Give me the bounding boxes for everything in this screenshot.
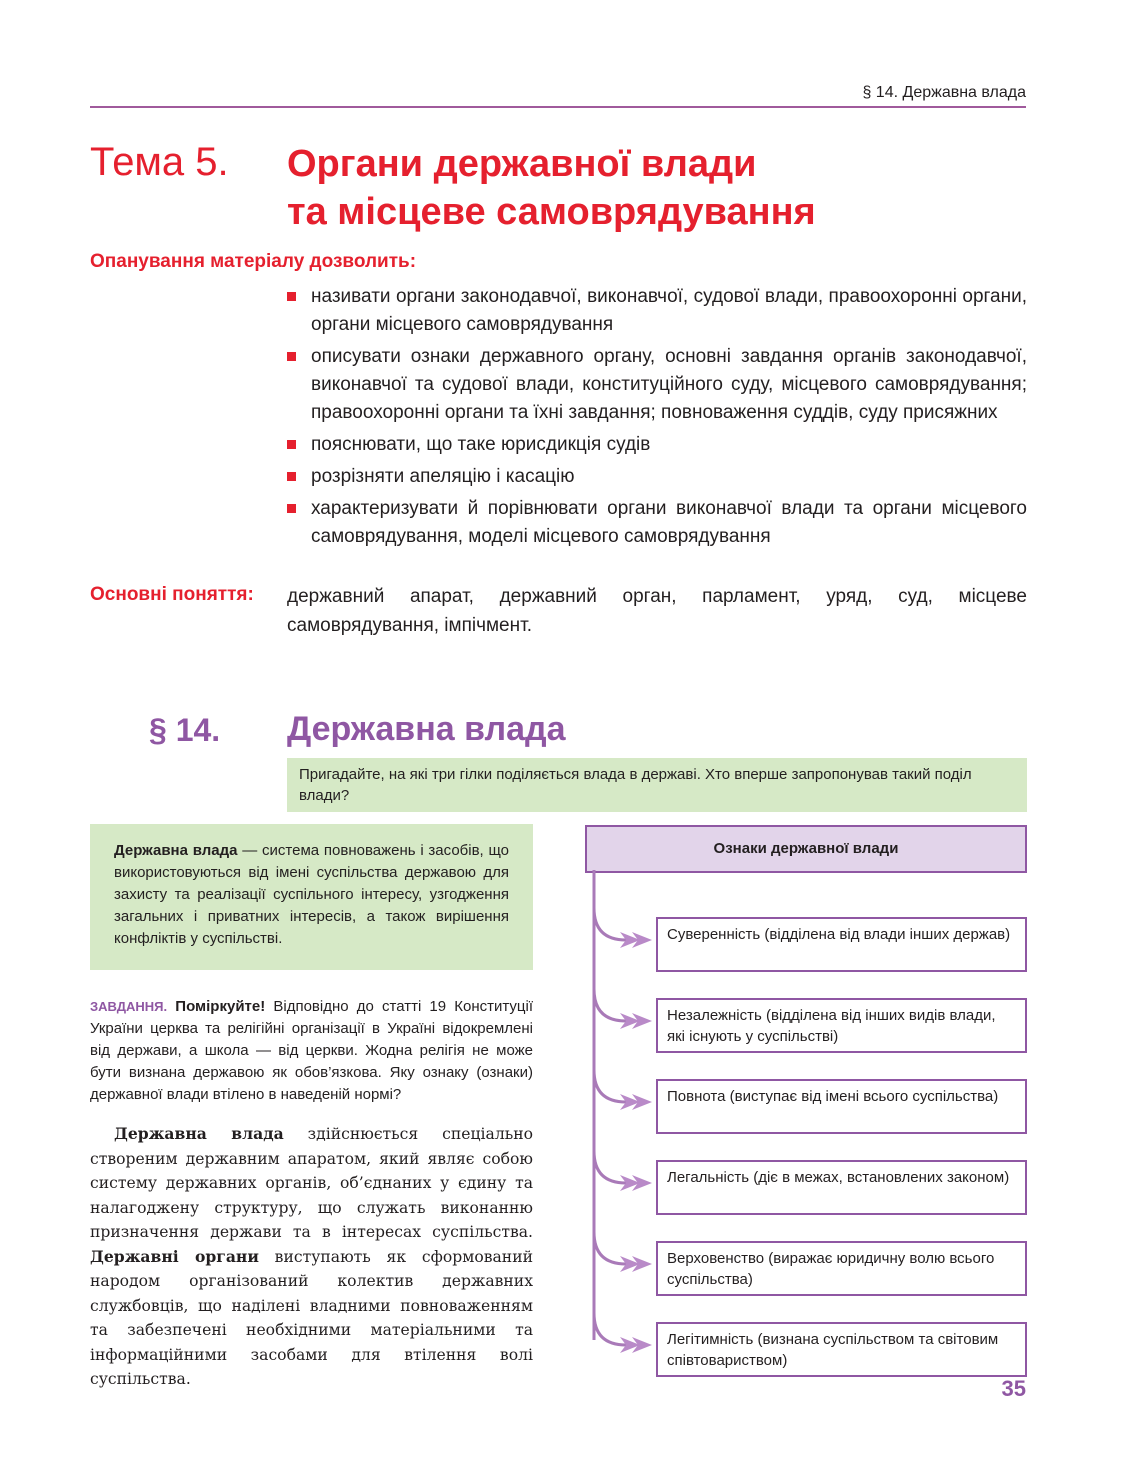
diagram-connector — [580, 870, 660, 1370]
task-block — [90, 996, 533, 1106]
goal-item: пояснювати, що таке юрисдикція судів — [287, 431, 1027, 459]
sign-box-legality: Легальність (діє в межах, встановлених законом) — [656, 1160, 1027, 1215]
definition-text: — система повноважень і засобів, що використовуються від імені суспільства державою для захисту та реалізації суспільного інтересу, узгодження загальних і приватних інтересів, а також вирішення конфліктів у суспільстві. — [114, 842, 510, 947]
sign-box-completeness: Повнота (виступає від імені всього суспільства) — [656, 1079, 1027, 1134]
running-title: § 14. Державна влада — [862, 84, 1026, 101]
task-label: ЗАВДАННЯ. — [90, 999, 168, 1014]
topic-title-line2: та місцеве самоврядування — [287, 191, 816, 233]
body-paragraph: Державна влада здійснюється спеціально створеним державним апаратом, який являє собою систему державних органів, об’єднаних у єдину та налагоджену структуру, що служать виконанню призначення держави та в інтересах суспільства. Державні органи виступають як сформований народом організований колектив державних службовців, що наділені владними повноваженням та забезпечені необхідними матеріальними та інформаційними засобами для втілення волі суспільства. — [90, 1124, 533, 1388]
task-think: Поміркуйте! — [175, 998, 266, 1015]
goals-list — [287, 283, 1027, 555]
task-text: Відповідно до статті 19 Конституції України церква та релігійні організації в Україні відокремлені від держави, а школа — від церкви. Жодна релігія не може бути визнана державою як обов’язкова. Яку ознаку (ознаки) державної влади втілено в наведеній нормі? — [90, 998, 533, 1103]
sign-box-sovereignty: Суверенність (відділена від влади інших держав) — [656, 917, 1027, 972]
goal-item: розрізняти апеляцію і касацію — [287, 463, 1027, 491]
square-bullet-icon — [287, 352, 296, 361]
sign-box-supremacy: Верховенство (виражає юридичну волю всього суспільства) — [656, 1241, 1027, 1296]
recall-question-box: Пригадайте, на які три гілки поділяється влада в державі. Хто вперше запропонував такий поділ влади? — [287, 758, 1027, 812]
topic-title-line1: Органи державної влади — [287, 143, 757, 185]
sign-box-independence: Незалежність (відділена від інших видів влади, які існують у суспільстві) — [656, 998, 1027, 1053]
definition-term: Державна влада — [114, 842, 238, 859]
square-bullet-icon — [287, 504, 296, 513]
goal-item: описувати ознаки державного органу, основні завдання органів законодавчої, виконавчої та судової влади, конституційного суду, місцевого самоврядування; правоохоронні органи та їхні завдання; повноваження суддів, суду присяжних — [287, 343, 1027, 427]
sign-box-legitimacy: Легітимність (визнана суспільством та світовим співтовариством) — [656, 1322, 1027, 1377]
square-bullet-icon — [287, 472, 296, 481]
goals-heading: Опанування матеріалу дозволить: — [90, 251, 417, 272]
concepts-text: державний апарат, державний орган, парламент, уряд, суд, місцеве самоврядування, імпічмент. — [287, 586, 1027, 636]
page-number: 35 — [1001, 1376, 1026, 1401]
goal-item: характеризувати й порівнювати органи виконавчої влади та органи місцевого самоврядування, моделі місцевого самоврядування — [287, 495, 1027, 551]
section-number: § 14. — [149, 712, 221, 748]
goal-item: називати органи законодавчої, виконавчої, судової влади, правоохоронні органи, органи місцевого самоврядування — [287, 283, 1027, 339]
definition-box — [90, 824, 533, 970]
square-bullet-icon — [287, 440, 296, 449]
section-title: Державна влада — [287, 710, 566, 748]
topic-label: Тема 5. — [90, 140, 229, 184]
header-rule — [90, 106, 1026, 108]
diagram-title: Ознаки державної влади — [585, 825, 1027, 873]
topic-title — [287, 140, 816, 236]
concepts-label: Основні поняття: — [90, 584, 254, 605]
square-bullet-icon — [287, 292, 296, 301]
